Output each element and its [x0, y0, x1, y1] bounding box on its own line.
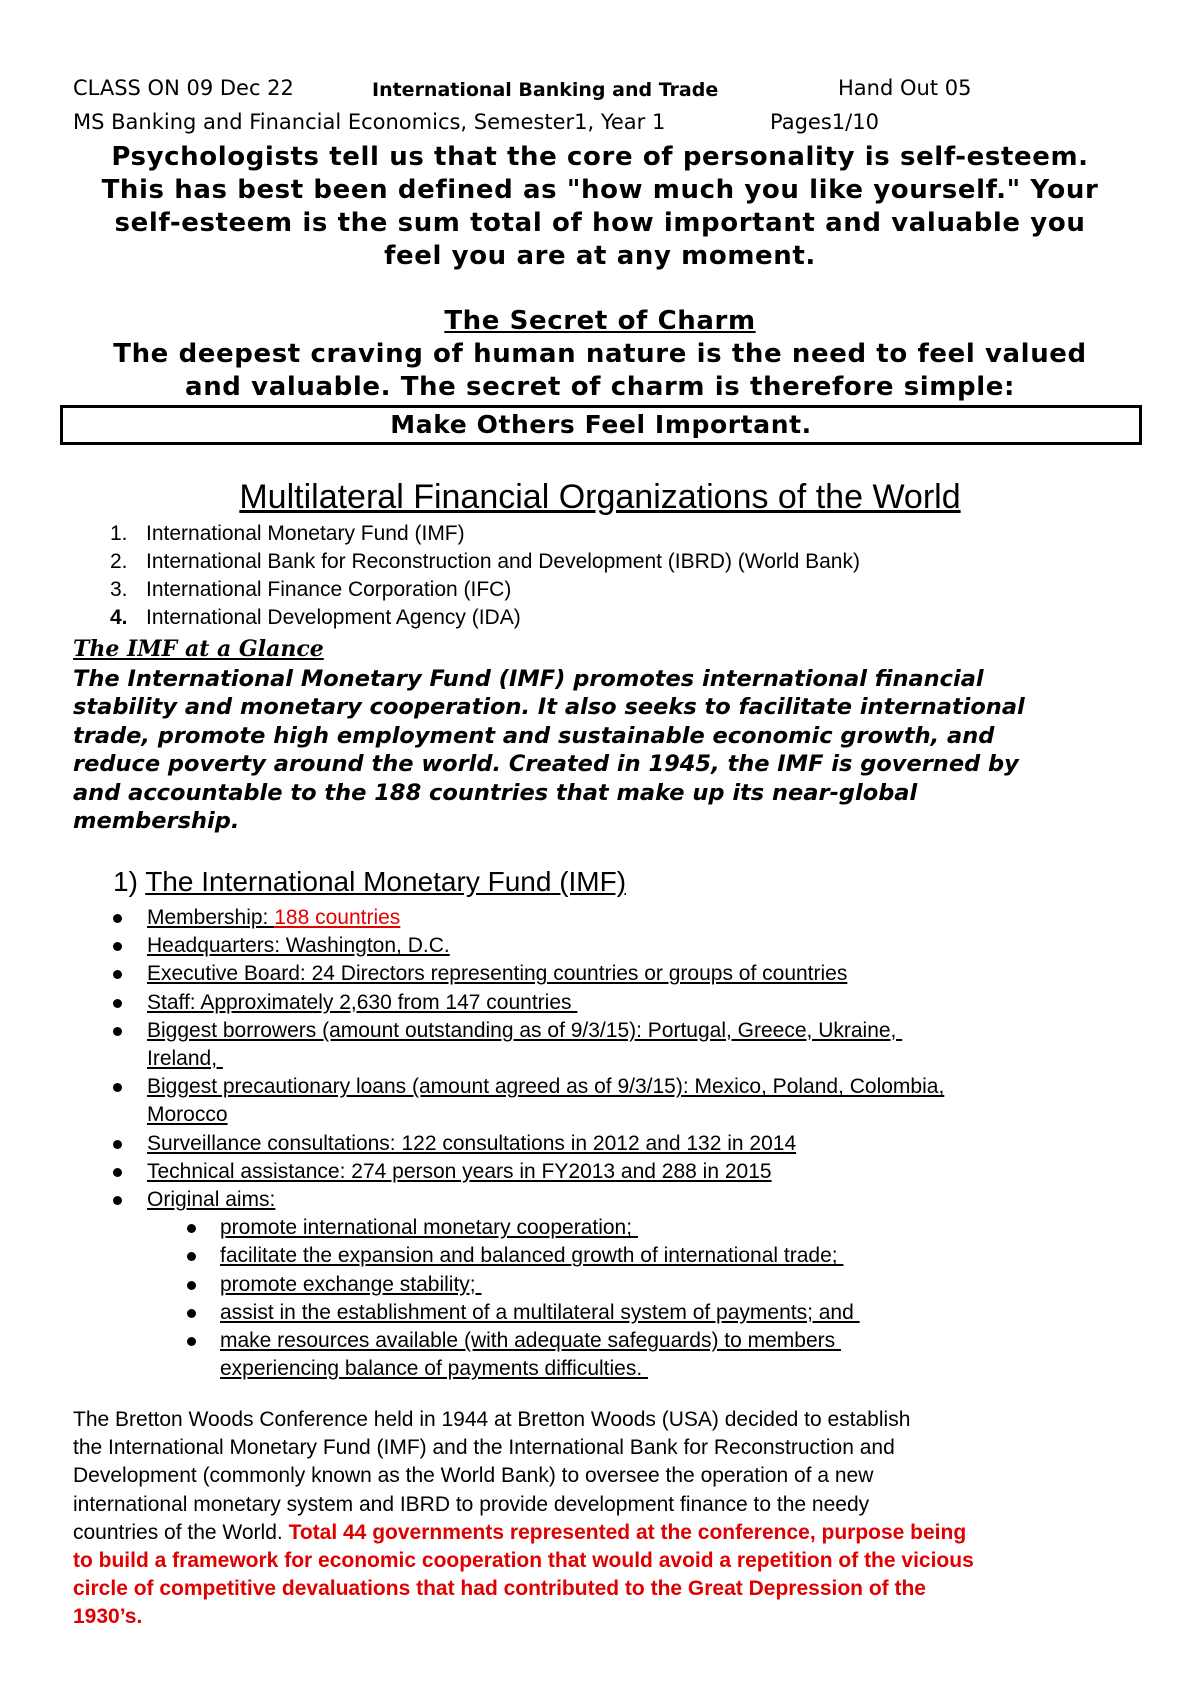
technical-text: Technical assistance: 274 person years in FY2013 and 288 in 2015: [147, 1159, 772, 1183]
orgs-list: [110, 520, 860, 632]
bullet-icon: [113, 914, 122, 923]
imf-glance-text: [73, 665, 1143, 835]
quote-line: This has best been defined as "how much you like yourself." Your: [101, 175, 1099, 205]
para-line: the International Monetary Fund (IMF) and the International Bank for Reconstruction and: [73, 1436, 895, 1460]
bullet-icon: [113, 942, 122, 951]
aim-item: [184, 1299, 1150, 1327]
glance-line: membership.: [73, 808, 240, 835]
bullet-icon: [187, 1224, 196, 1233]
glance-line: The International Monetary Fund (IMF) promotes international financial: [73, 666, 984, 692]
item-label: International Monetary Fund (IMF): [146, 522, 465, 545]
secret-line: The deepest craving of human nature is the need to feel valued: [113, 339, 1087, 369]
glance-line: and accountable to the 188 countries that make up its near-global: [73, 779, 918, 806]
page-count: Pages1/10: [770, 110, 879, 134]
para-line: circle of competitive devaluations that had contributed to the Great Depression of the: [73, 1577, 926, 1601]
list-item: [110, 989, 1150, 1017]
aim-text: make resources available (with adequate safeguards) to members: [220, 1329, 841, 1353]
bullet-icon: [113, 1196, 122, 1205]
item-number: 4.: [110, 606, 128, 629]
item-label: International Finance Corporation (IFC): [146, 578, 512, 601]
membership-label: Membership:: [147, 906, 275, 929]
para-text: countries of the World.: [73, 1520, 289, 1544]
bretton-woods-paragraph: [73, 1406, 1153, 1632]
item-number: 3.: [110, 578, 128, 601]
section-number: 1): [113, 866, 138, 897]
bullet-icon: [113, 1027, 122, 1036]
list-item: [110, 548, 860, 576]
bullet-icon: [113, 1168, 122, 1177]
precautionary-text-cont: Morocco: [147, 1103, 228, 1127]
staff-text: Staff: Approximately 2,630 from 147 countries: [147, 990, 578, 1014]
item-number: 1.: [110, 522, 128, 545]
list-item: [110, 604, 860, 632]
precautionary-text: Biggest precautionary loans (amount agreed as of 9/3/15): Mexico, Poland, Colombia,: [147, 1075, 945, 1099]
aim-text: facilitate the expansion and balanced growth of international trade;: [220, 1244, 844, 1268]
self-esteem-quote: [60, 141, 1140, 273]
secret-of-charm-text: [60, 338, 1140, 404]
para-line: international monetary system and IBRD to provide development finance to the needy: [73, 1492, 870, 1516]
item-label: International Bank for Reconstruction and Development (IBRD) (World Bank): [146, 550, 860, 573]
secret-line: and valuable. The secret of charm is therefore simple:: [185, 372, 1015, 402]
quote-line: self-esteem is the sum total of how important and valuable you: [114, 208, 1086, 238]
para-highlight: Total 44 governments represented at the conference, purpose being: [288, 1520, 967, 1544]
para-line: Development (commonly known as the World Bank) to oversee the operation of a new: [73, 1464, 874, 1488]
aim-item: [184, 1214, 1150, 1242]
secret-of-charm-title: The Secret of Charm: [444, 306, 756, 336]
list-item: [110, 960, 1150, 988]
quote-line: Psychologists tell us that the core of personality is self-esteem.: [111, 142, 1089, 172]
list-item: [110, 520, 860, 548]
list-item: [110, 904, 1150, 932]
bullet-icon: [187, 1252, 196, 1261]
imf-facts-list: [110, 904, 1150, 1383]
course-title: International Banking and Trade: [372, 79, 719, 101]
section-title: The International Monetary Fund (IMF): [145, 866, 627, 897]
list-item: [110, 576, 860, 604]
quote-line: feel you are at any moment.: [384, 241, 816, 271]
orgs-heading: Multilateral Financial Organizations of the World: [239, 478, 961, 516]
bullet-icon: [187, 1309, 196, 1318]
bullet-icon: [187, 1337, 196, 1346]
program-info: MS Banking and Financial Economics, Semester1, Year 1: [73, 110, 666, 134]
item-number: 2.: [110, 550, 128, 573]
item-label: International Development Agency (IDA): [146, 606, 521, 629]
list-item: [110, 1158, 1150, 1186]
class-date: CLASS ON 09 Dec 22: [73, 76, 294, 100]
glance-line: trade, promote high employment and sustainable economic growth, and: [73, 722, 995, 749]
borrowers-text: Biggest borrowers (amount outstanding as of 9/3/15): Portugal, Greece, Ukraine,: [147, 1018, 903, 1042]
borrowers-text-cont: Ireland,: [147, 1047, 223, 1071]
para-line: 1930’s.: [73, 1605, 143, 1629]
bullet-icon: [113, 999, 122, 1008]
aim-item: [184, 1327, 1150, 1383]
aim-text: promote international monetary cooperation;: [220, 1216, 638, 1240]
aim-text: assist in the establishment of a multilateral system of payments; and: [220, 1300, 860, 1324]
glance-line: stability and monetary cooperation. It also seeks to facilitate international: [73, 694, 1025, 721]
para-line: The Bretton Woods Conference held in 1944 at Bretton Woods (USA) decided to establish: [73, 1408, 911, 1431]
aim-item: [184, 1271, 1150, 1299]
list-item: [110, 1186, 1150, 1383]
bullet-icon: [187, 1281, 196, 1290]
list-item: [110, 1130, 1150, 1158]
handout-number: Hand Out 05: [838, 76, 972, 100]
membership-value: 188 countries: [274, 906, 401, 929]
surveillance-text: Surveillance consultations: 122 consultations in 2012 and 132 in 2014: [147, 1131, 797, 1155]
glance-line: reduce poverty around the world. Created in 1945, the IMF is governed by: [73, 751, 1019, 778]
aims-list: [184, 1214, 1150, 1383]
aim-item: [184, 1242, 1150, 1270]
bullet-icon: [113, 970, 122, 979]
aim-text-cont: experiencing balance of payments difficulties.: [220, 1357, 649, 1381]
list-item: [110, 932, 1150, 960]
list-item: [110, 1073, 1150, 1129]
boxed-maxim: Make Others Feel Important.: [60, 405, 1142, 445]
aims-label: Original aims:: [147, 1188, 276, 1212]
imf-section-heading: [113, 866, 626, 898]
para-line: to build a framework for economic cooperation that would avoid a repetition of the vicious: [73, 1549, 974, 1573]
board-text: Executive Board: 24 Directors representing countries or groups of countries: [147, 962, 848, 986]
headquarters-text: Headquarters: Washington, D.C.: [147, 934, 450, 958]
list-item: [110, 1017, 1150, 1073]
aim-text: promote exchange stability;: [220, 1272, 482, 1296]
bullet-icon: [113, 1083, 122, 1092]
imf-glance-title: The IMF at a Glance: [73, 636, 324, 662]
bullet-icon: [113, 1140, 122, 1149]
para-line: [73, 1519, 1153, 1547]
